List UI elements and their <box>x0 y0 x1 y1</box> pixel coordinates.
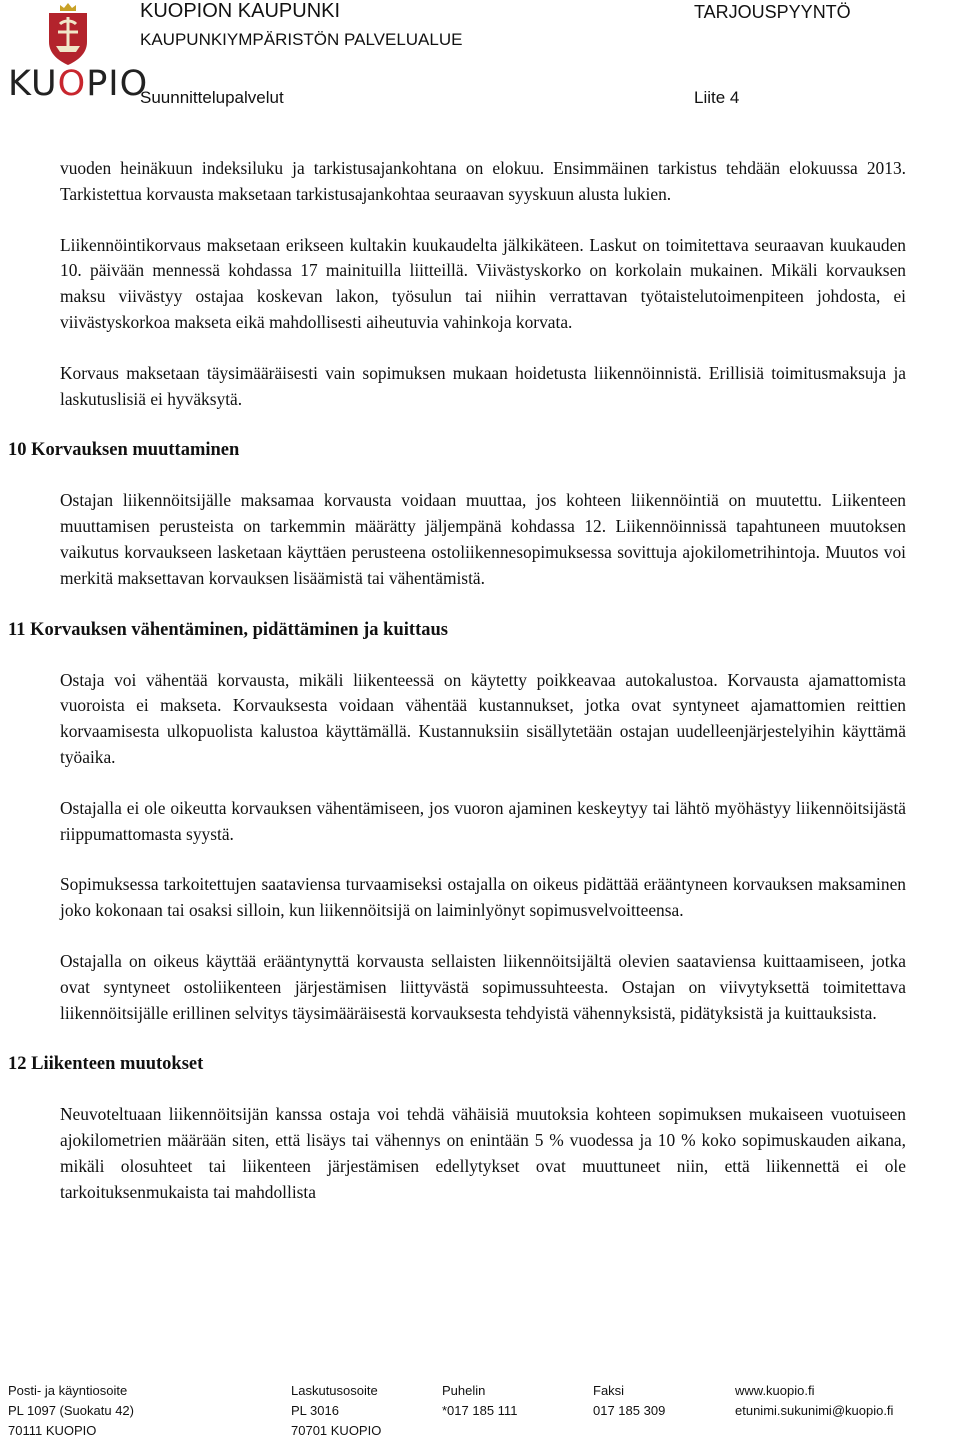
kuopio-logo: KUOPIO <box>8 64 149 104</box>
footer-contact <box>735 1380 893 1420</box>
section-heading: 10 Korvauksen muuttaminen <box>8 440 240 461</box>
paragraph: Korvaus maksetaan täysimääräisesti vain sopimuksen mukaan hoidetusta liikennöinnistä. Erillisiä toimitusmaksuja ja laskutuslisiä ei hyväksytä. <box>60 362 906 409</box>
appendix-label: Liite 4 <box>694 88 740 107</box>
footer-billing-address: Laskutusosoite PL 3016 70701 KUOPIO <box>291 1383 382 1438</box>
kuopio-crest-icon <box>46 2 90 66</box>
footer-postal-address: Posti- ja käyntiosoite PL 1097 (Suokatu 42) 70111 KUOPIO <box>8 1383 134 1438</box>
document-type: TARJOUSPYYNTÖ <box>694 2 851 22</box>
document-footer <box>0 1380 960 1436</box>
footer-fax: Faksi 017 185 309 <box>593 1383 666 1418</box>
paragraph: Sopimuksessa tarkoitettujen saataviensa turvaamiseksi ostajalla on oikeus pidättää erääntyneen korvauksen maksaminen joko kokonaan tai osaksi silloin, kun liikennöitsijä on laiminlyönyt sopimusvelvoitteensa. <box>60 874 906 921</box>
paragraph: Ostajalla on oikeus käyttää erääntynyttä korvausta sellaisten liikennöitsijältä olevien saataviensa kuittaamiseen, jotka ovat syntyneet ostoliikenteen järjestämisen liittyvästä sopimussuhteesta. Ostajan on viivytyksettä toimitettava liikennöitsijälle erillinen selvitys täysimääräisestä korvauksesta tehdyistä vähennyksistä, pidätyksistä ja kuittauksista. <box>60 950 906 1023</box>
paragraph: vuoden heinäkuun indeksiluku ja tarkistusajankohtana on elokuu. Ensimmäinen tarkistus tehdään elokuussa 2013. Tarkistettua korvausta maksetaan tarkistusajankohtaa seuraavan syyskuun alusta lukien. <box>60 158 906 204</box>
paragraph: Neuvoteltuaan liikennöitsijän kanssa ostaja voi tehdä vähäisiä muutoksia kohteen sopimuksen mukaiseen vuotuiseen ajokilometrien määrään siten, että lisäys tai vähennys on enintään 5 % vuodessa ja 10 % koko sopimuskauden aikana, mikäli olosuhteet tai liikenteen järjestämisen edellytykset ovat muuttuneet niin, että liikennettä ei ole tarkoituksenmukaista tai mahdollista <box>60 1104 906 1202</box>
paragraph: Ostajalla ei ole oikeutta korvauksen vähentämiseen, jos vuoron ajaminen keskeytyy tai lähtö myöhästyy liikennöitsijästä riippumattomasta syystä. <box>60 797 906 844</box>
section-heading: 11 Korvauksen vähentäminen, pidättäminen ja kuittaus <box>8 619 448 640</box>
city-name: KUOPION KAUPUNKI <box>140 0 341 22</box>
paragraph: Ostajan liikennöitsijälle maksamaa korvausta voidaan muuttaa, jos kohteen liikennöintiä on muutettu. Liikenteen muuttamisen perusteista on tarkemmin määrätty jäljempänä kohdassa 12. Liikennöinnissä tapahtuneen muutoksen vaikutus korvaukseen lasketaan käyttäen perusteena ostoliikennesopimuksessa sovittuja ajokilometrihintoja. Muutos voi merkitä maksettavan korvauksen lisäämistä tai vähentämistä. <box>60 490 906 588</box>
department-name: KAUPUNKIYMPÄRISTÖN PALVELUALUE <box>140 30 463 49</box>
unit-name: Suunnittelupalvelut <box>140 88 284 107</box>
document-body <box>0 156 960 1206</box>
section-heading: 12 Liikenteen muutokset <box>8 1054 204 1075</box>
document-header <box>0 0 960 130</box>
paragraph: Ostaja voi vähentää korvausta, mikäli liikenteessä on käytetty poikkeavaa autokalustoa. Korvausta ajamattomista vuoroista ei makseta. Korvauksesta voidaan vähentää kustannukset, jotka ovat syntyneet ajamattomien reittien korvaamisesta ulkopuolista kalustoa käyttämällä. Kustannuksiin sisällytetään ostajan uudelleenjärjestelyihin käyttämä työaika. <box>60 669 906 767</box>
footer-phone: Puhelin *017 185 111 <box>442 1383 518 1418</box>
paragraph: Liikennöintikorvaus maksetaan erikseen kultakin kuukaudelta jälkikäteen. Laskut on toimitettava seuraavan kuukauden 10. päivään mennessä kohdassa 17 mainituilla liitteillä. Viivästyskorko on korkolain mukainen. Mikäli korvauksen maksu viivästyy ostajaa koskevan lakon, työsulun tai niihin verrattavan työtaistelutoimenpiteen johdosta, ei viivästyskorkoa makseta eikä mahdollisesti aiheutuvia vahinkoja korvata. <box>60 234 906 332</box>
website-link[interactable]: www.kuopio.fi <box>735 1383 815 1398</box>
email-link[interactable]: etunimi.sukunimi@kuopio.fi <box>735 1403 894 1418</box>
